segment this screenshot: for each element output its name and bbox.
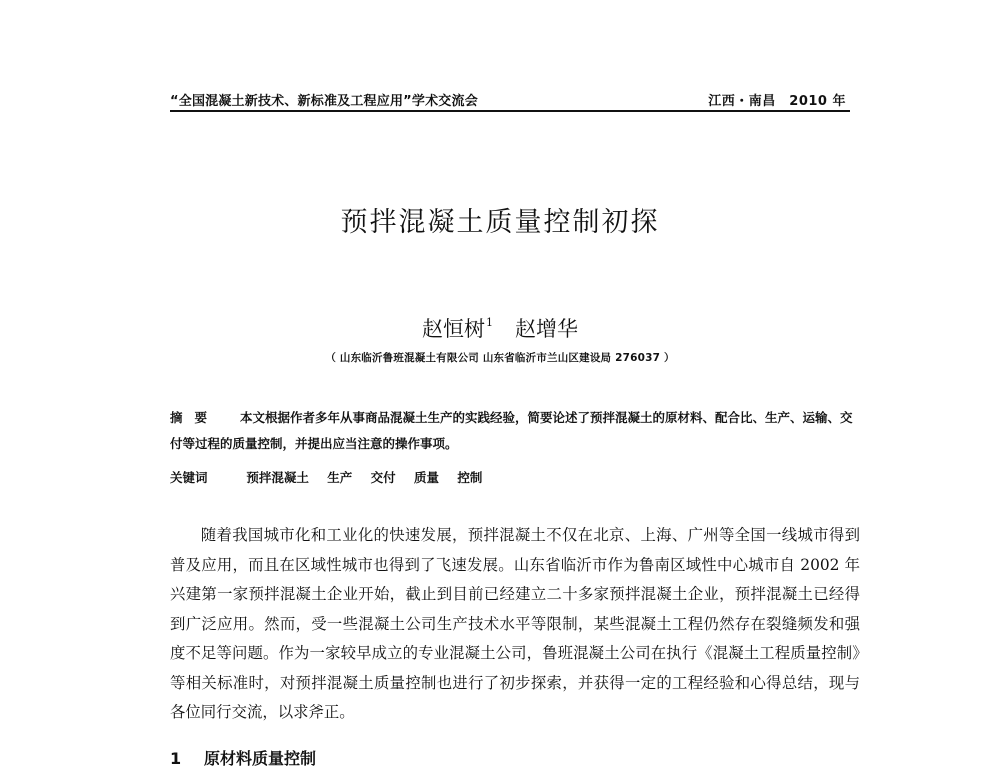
section-heading <box>170 746 316 769</box>
header-rule <box>170 110 850 112</box>
keyword: 预拌混凝土 <box>246 470 309 485</box>
conference-location-year: 江西・南昌 2010 年 <box>708 94 846 109</box>
author-name: 赵恒树 <box>422 317 485 341</box>
keywords-label: 关键词 <box>170 470 208 485</box>
abstract <box>170 405 860 457</box>
affiliation: （ 山东临沂鲁班混凝土有限公司 山东省临沂市兰山区建设局 276037 ） <box>325 352 675 364</box>
keyword: 控制 <box>457 470 483 485</box>
section-title: 原材料质量控制 <box>204 749 317 768</box>
paper-title: 预拌混凝土质量控制初探 <box>340 207 660 238</box>
conference-name: “全国混凝土新技术、新标准及工程应用”学术交流会 <box>170 94 478 109</box>
running-header <box>170 90 850 110</box>
abstract-label: 摘要 <box>170 410 220 425</box>
section-number: 1 <box>170 749 182 768</box>
author-list <box>0 313 1000 343</box>
author-name: 赵增华 <box>515 317 578 341</box>
body-text <box>170 521 860 728</box>
abstract-text: 本文根据作者多年从事商品混凝土生产的实践经验，简要论述了预拌混凝土的原材料、配合比、生产、运输、交付等过程的质量控制，并提出应当注意的操作事项。 <box>170 410 853 451</box>
keyword: 交付 <box>370 470 396 485</box>
keyword: 生产 <box>327 470 353 485</box>
body-paragraph: 随着我国城市化和工业化的快速发展，预拌混凝土不仅在北京、上海、广州等全国一线城市得到普及应用，而且在区域性城市也得到了飞速发展。山东省临沂市作为鲁南区域性中心城市自 2002 年兴建第一家预拌混凝土企业开始，截止到目前已经建立二十多家预拌混凝土企业，预拌混凝土已经得到广泛应用。然而，受一些混凝土公司生产技术水平等限制，某些混凝土工程仍然存在裂缝频发和强度不足等问题。作为一家较早成立的专业混凝土公司，鲁班混凝土公司在执行《混凝土工程质量控制》等相关标准时，对预拌混凝土质量控制也进行了初步探索，并获得一定的工程经验和心得总结，现与各位同行交流，以求斧正。 <box>170 526 860 721</box>
author-affiliation-mark: 1 <box>486 316 493 329</box>
keyword: 质量 <box>413 470 439 485</box>
keywords <box>170 465 860 491</box>
